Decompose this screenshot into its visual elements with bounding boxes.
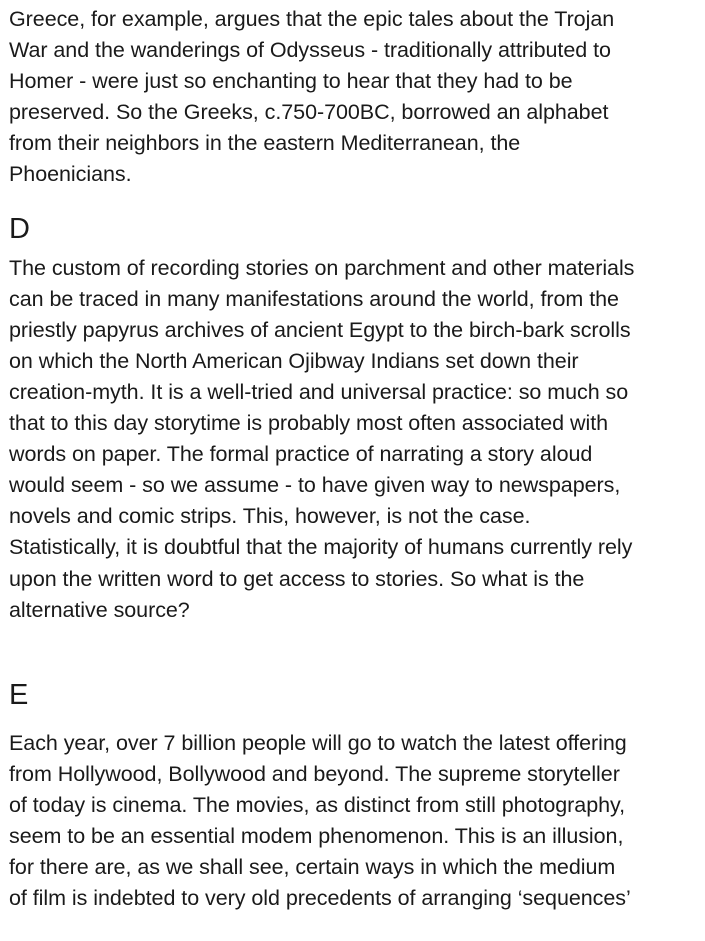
paragraph-intro: Greece, for example, argues that the epic tales about the Trojan War and the wanderings of Odysseus - traditionally attributed to Homer - were just so enchanting to hear that they had to be preserved. So the Greeks, c.750-700BC, borrowed an alphabet from their neighbors in the eastern Mediterranean, the Phoenicians. [9, 7, 615, 187]
paragraph-section-e: Each year, over 7 billion people will go to watch the latest offering from Hollywood, Bollywood and beyond. The supreme storyteller of today is cinema. The movies, as distinct from still photography, seem to be an essential modem phenomenon. This is an illusion, for there are, as we shall see, certain ways in which the medium of film is indebted to very old precedents of arranging ‘sequences’ [9, 730, 631, 911]
paragraph-section-d: The custom of recording stories on parchment and other materials can be traced in many manifestations around the world, from the priestly papyrus archives of ancient Egypt to the birch-bark scrolls on which the North American Ojibway Indians set down their creation-myth. It is a well-tried and universal practice: so much so that to this day storytime is probably most often associated with words on paper. The formal practice of narrating a story aloud would seem - so we assume - to have given way to newspapers, novels and comic strips. This, however, is not the case. Statistically, it is doubtful that the majority of humans currently rely upon the written word to get access to stories. So what is the alternative source? [9, 255, 635, 622]
section-heading-d: D [9, 212, 30, 245]
document-page [9, 4, 701, 914]
section-heading-e: E [9, 678, 29, 711]
